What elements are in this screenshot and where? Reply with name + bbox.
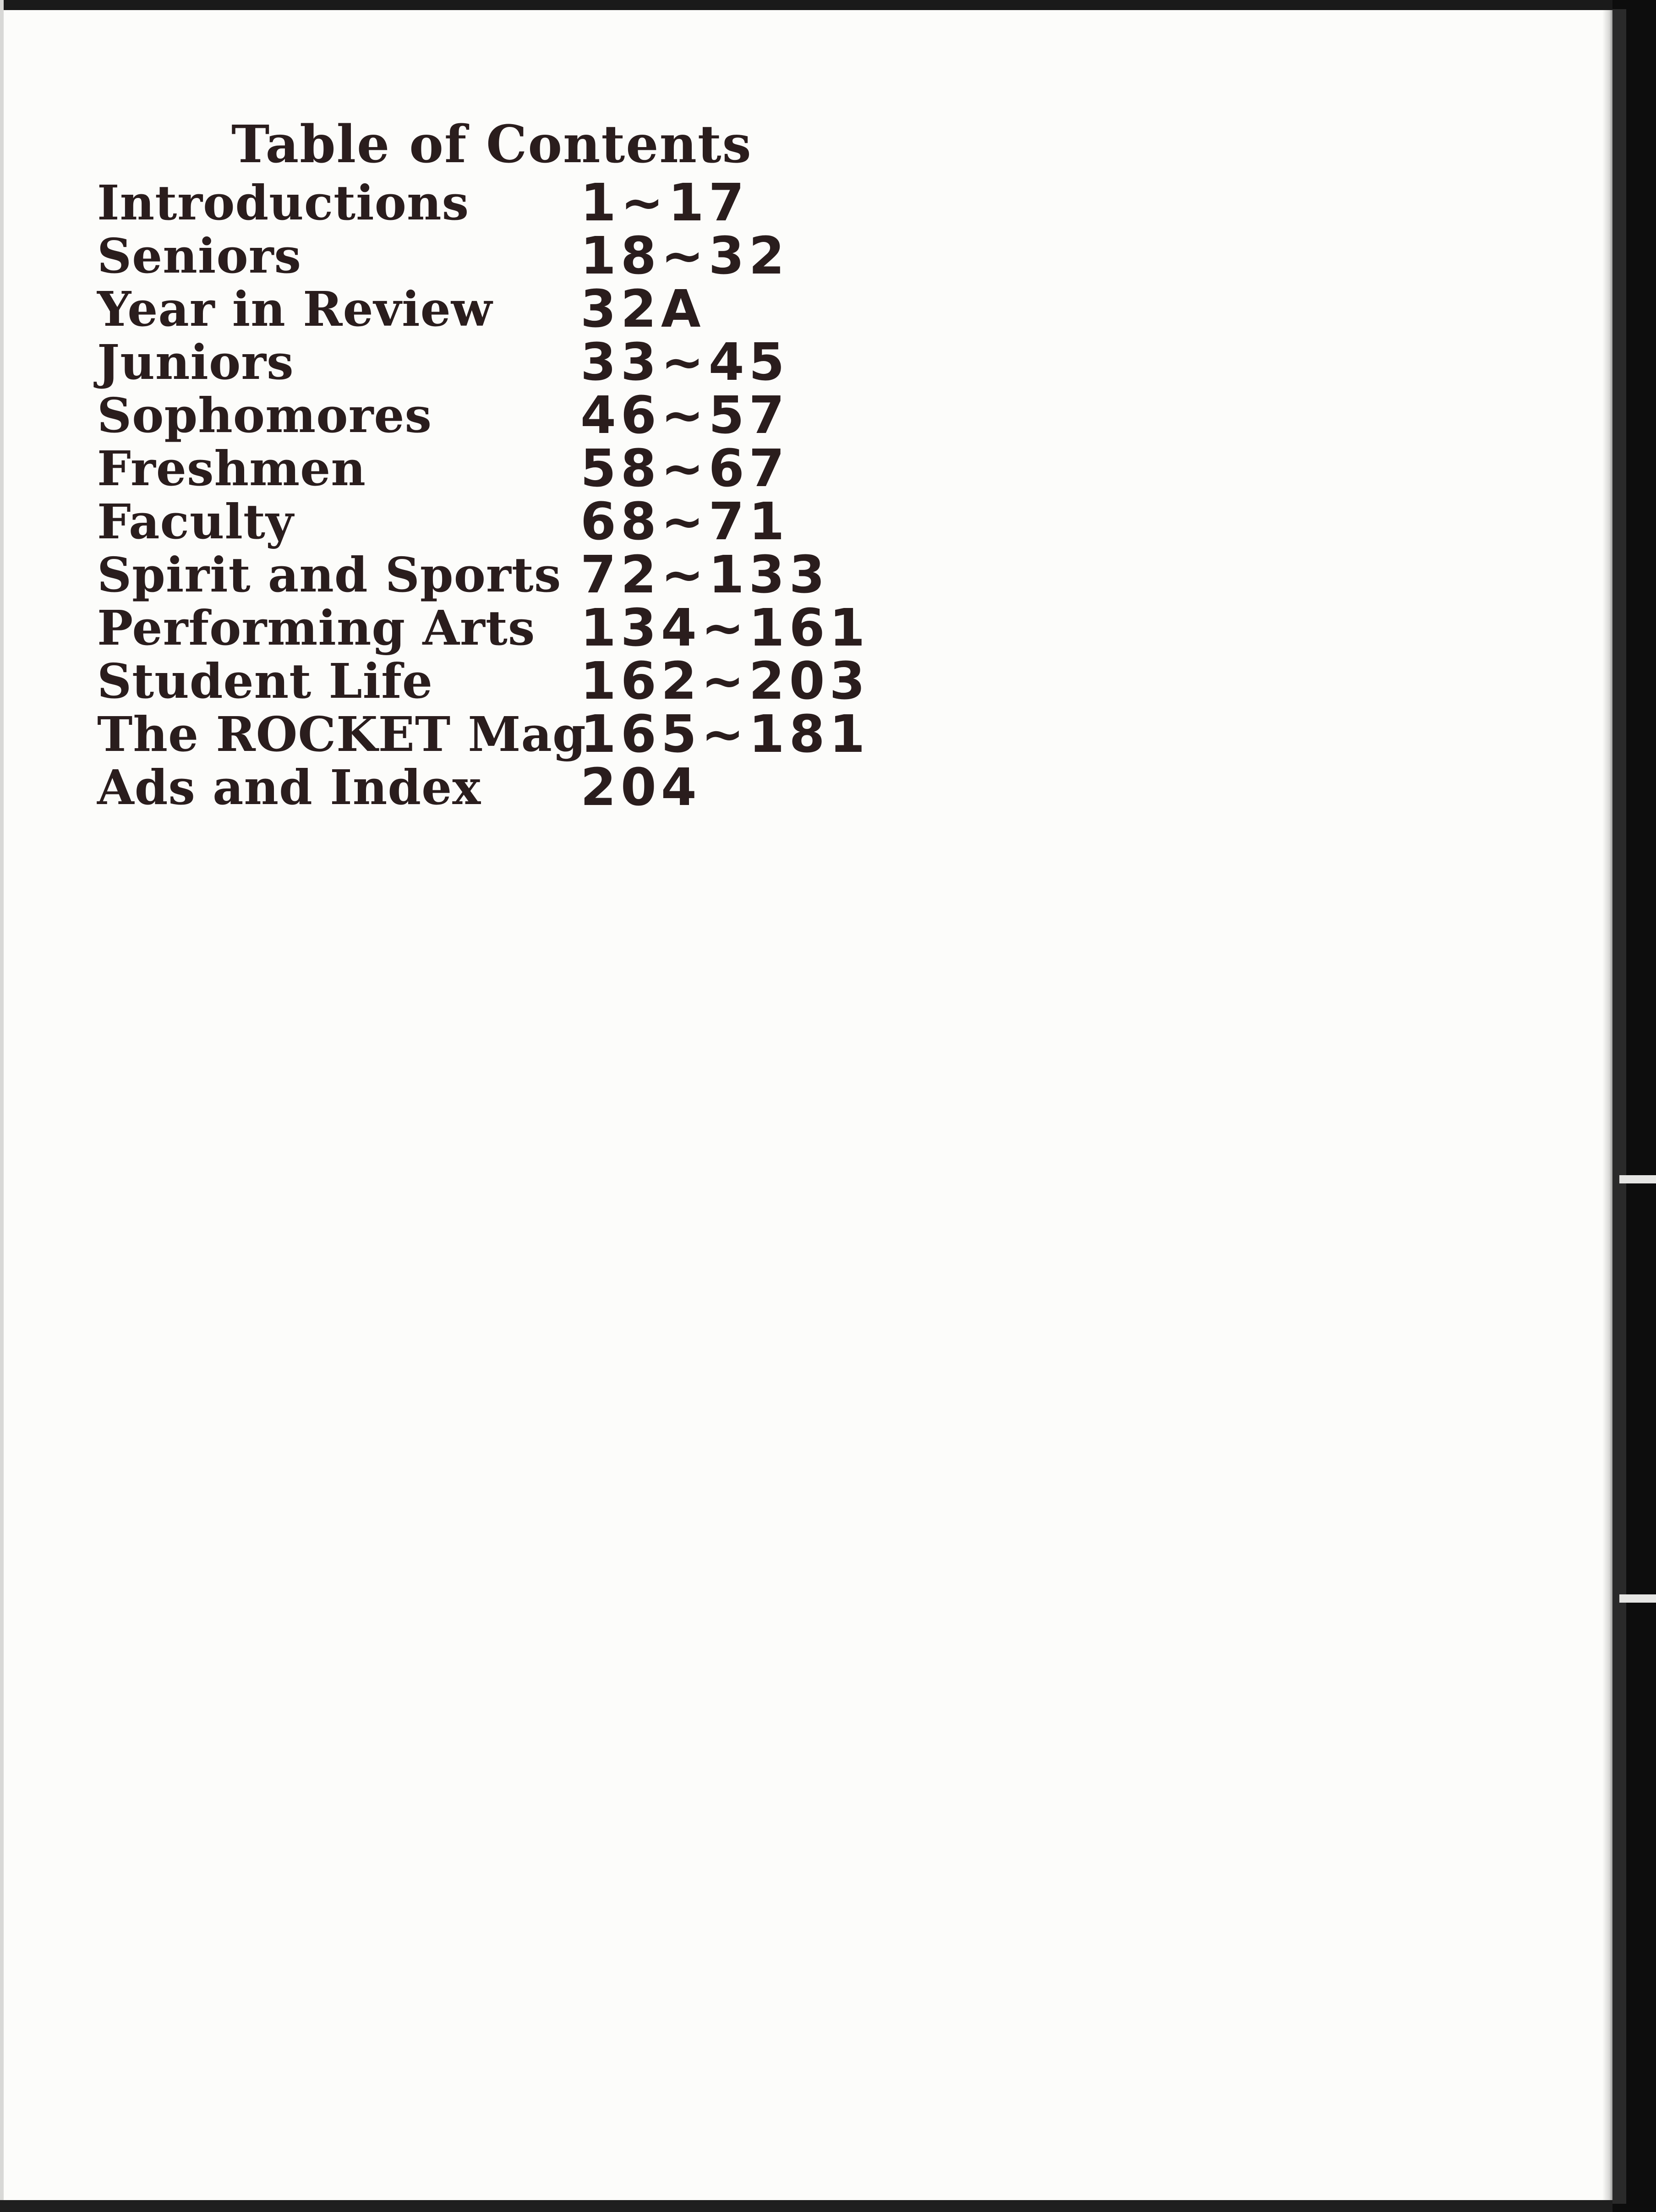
toc-entry <box>97 386 876 445</box>
toc-entry <box>97 705 876 764</box>
toc-section-name: Performing Arts <box>97 600 536 656</box>
toc-section-name: Seniors <box>97 228 302 284</box>
toc-section-name: The ROCKET Mag <box>97 706 586 762</box>
toc-title: Table of Contents <box>231 115 752 175</box>
toc-entry <box>97 598 876 658</box>
toc-entry <box>97 279 876 339</box>
toc-page-range: 58~67 <box>580 439 789 498</box>
toc-section-name: Introductions <box>97 175 470 231</box>
toc-entry <box>97 758 876 817</box>
toc-section-name: Juniors <box>97 334 294 390</box>
toc-page-range: 1~17 <box>580 173 749 233</box>
toc-page-range: 165~181 <box>580 705 870 764</box>
toc-page-range: 18~32 <box>580 226 789 286</box>
toc-section-name: Faculty <box>97 493 294 550</box>
toc-section-name: Sophomores <box>97 387 432 443</box>
toc-page-range: 68~71 <box>580 492 789 552</box>
toc-section-name: Student Life <box>97 653 433 709</box>
toc-list <box>97 173 876 817</box>
toc-page-range: 32A <box>580 279 705 339</box>
toc-entry <box>97 492 876 552</box>
toc-section-name: Ads and Index <box>97 759 481 816</box>
toc-page-range: 33~45 <box>580 333 789 392</box>
toc-section-name: Year in Review <box>97 281 493 337</box>
toc-section-name: Freshmen <box>97 440 366 497</box>
toc-page-range: 162~203 <box>580 652 870 711</box>
toc-page-range: 72~133 <box>580 545 830 605</box>
toc-entry <box>97 439 876 498</box>
toc-page-range: 134~161 <box>580 598 870 658</box>
page-top-edge <box>0 0 1656 10</box>
book-spine-inner <box>1612 9 1626 2204</box>
toc-entry <box>97 173 876 233</box>
toc-page-range: 46~57 <box>580 386 789 445</box>
spine-gap <box>1619 1594 1656 1603</box>
toc-section-name: Spirit and Sports <box>97 547 562 603</box>
spine-shadow <box>1602 10 1612 2200</box>
spine-gap <box>1619 1175 1656 1183</box>
toc-entry <box>97 545 876 605</box>
toc-entry <box>97 226 876 286</box>
page-left-edge <box>0 0 4 2212</box>
page-bottom-edge <box>0 2200 1656 2212</box>
toc-entry <box>97 652 876 711</box>
toc-entry <box>97 333 876 392</box>
toc-page-range: 204 <box>580 758 701 817</box>
